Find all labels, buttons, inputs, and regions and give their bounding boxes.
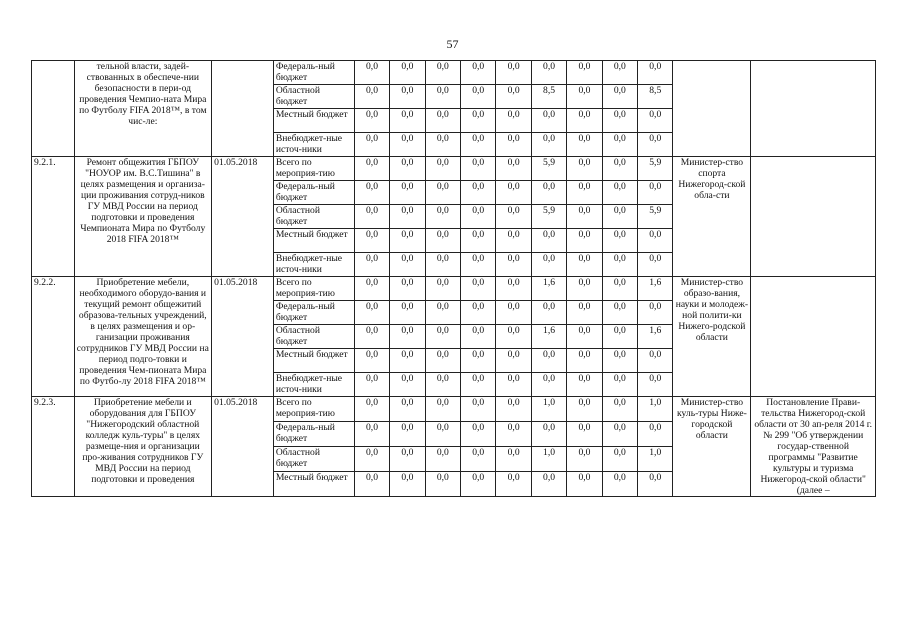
value-cell: 0,0 xyxy=(602,325,637,349)
value-cell: 0,0 xyxy=(425,397,460,422)
value-cell: 0,0 xyxy=(531,133,566,157)
funding-source: Местный бюджет xyxy=(273,109,354,133)
value-cell: 0,0 xyxy=(354,373,389,397)
value-cell: 0,0 xyxy=(461,109,496,133)
value-cell: 0,0 xyxy=(567,325,602,349)
item-date: 01.05.2018 xyxy=(212,157,274,277)
item-number: 9.2.2. xyxy=(32,277,75,397)
value-cell: 0,0 xyxy=(354,181,389,205)
value-cell: 0,0 xyxy=(425,181,460,205)
value-cell: 0,0 xyxy=(602,397,637,422)
funding-source: Областной бюджет xyxy=(273,205,354,229)
value-cell: 0,0 xyxy=(638,181,673,205)
responsible-executor xyxy=(673,61,751,157)
funding-source: Внебюджет-ные источ-ники xyxy=(273,133,354,157)
value-cell: 5,9 xyxy=(531,157,566,181)
value-cell: 0,0 xyxy=(390,325,425,349)
responsible-executor: Министер-ство образо-вания, науки и молодеж-ной полити-ки Нижего-родской области xyxy=(673,277,751,397)
value-cell: 0,0 xyxy=(390,109,425,133)
value-cell: 0,0 xyxy=(461,253,496,277)
item-number: 9.2.3. xyxy=(32,397,75,497)
value-cell: 0,0 xyxy=(461,61,496,85)
item-date: 01.05.2018 xyxy=(212,397,274,497)
value-cell: 0,0 xyxy=(461,397,496,422)
funding-source: Внебюджет-ные источ-ники xyxy=(273,373,354,397)
funding-source: Внебюджет-ные источ-ники xyxy=(273,253,354,277)
value-cell: 0,0 xyxy=(567,157,602,181)
table-row xyxy=(32,277,876,301)
responsible-executor: Министер-ство куль-туры Ниже-городской области xyxy=(673,397,751,497)
value-cell: 5,9 xyxy=(638,157,673,181)
funding-source: Областной бюджет xyxy=(273,325,354,349)
value-cell: 0,0 xyxy=(354,85,389,109)
value-cell: 8,5 xyxy=(638,85,673,109)
value-cell: 0,0 xyxy=(354,325,389,349)
value-cell: 0,0 xyxy=(425,61,460,85)
value-cell: 0,0 xyxy=(390,253,425,277)
value-cell: 0,0 xyxy=(531,472,566,497)
value-cell: 0,0 xyxy=(638,253,673,277)
value-cell: 0,0 xyxy=(638,422,673,447)
item-name: Приобретение мебели, необходимого оборудо-вания и текущий ремонт общежитий образова-тельных учреждений, в целях размещения и ор-ганизации проживания сотрудников ГУ МВД России на период подго-товки и проведения Чем-пионата Мира по Футбо-лу 2018 FIFA 2018™ xyxy=(74,277,212,397)
value-cell: 0,0 xyxy=(496,397,531,422)
value-cell: 0,0 xyxy=(461,85,496,109)
item-name: тельной власти, задей-ствованных в обеспече-нии безопасности в пери-од проведения Чемпио-ната Мира по Футболу FIFA 2018™, в том чис-ле: xyxy=(74,61,212,157)
value-cell: 0,0 xyxy=(461,472,496,497)
funding-source: Местный бюджет xyxy=(273,472,354,497)
value-cell: 0,0 xyxy=(496,133,531,157)
value-cell: 0,0 xyxy=(638,301,673,325)
value-cell: 0,0 xyxy=(461,373,496,397)
value-cell: 0,0 xyxy=(390,181,425,205)
funding-source: Федераль-ный бюджет xyxy=(273,301,354,325)
value-cell: 1,6 xyxy=(638,277,673,301)
responsible-executor: Министер-ство спорта Нижегород-ской обла-сти xyxy=(673,157,751,277)
value-cell: 0,0 xyxy=(461,422,496,447)
value-cell: 0,0 xyxy=(602,205,637,229)
value-cell: 0,0 xyxy=(602,157,637,181)
value-cell: 0,0 xyxy=(567,253,602,277)
value-cell: 1,6 xyxy=(638,325,673,349)
value-cell: 0,0 xyxy=(602,422,637,447)
funding-source: Всего по мероприя-тию xyxy=(273,157,354,181)
table-row xyxy=(32,61,876,85)
value-cell: 1,6 xyxy=(531,277,566,301)
value-cell: 0,0 xyxy=(496,253,531,277)
budget-table xyxy=(31,60,876,497)
value-cell: 0,0 xyxy=(638,349,673,373)
value-cell: 0,0 xyxy=(425,229,460,253)
value-cell: 0,0 xyxy=(567,447,602,472)
value-cell: 0,0 xyxy=(354,133,389,157)
value-cell: 0,0 xyxy=(425,205,460,229)
item-number: 9.2.1. xyxy=(32,157,75,277)
value-cell: 0,0 xyxy=(354,109,389,133)
value-cell: 0,0 xyxy=(496,422,531,447)
value-cell: 0,0 xyxy=(531,109,566,133)
value-cell: 0,0 xyxy=(390,447,425,472)
value-cell: 0,0 xyxy=(496,447,531,472)
value-cell: 0,0 xyxy=(531,301,566,325)
value-cell: 0,0 xyxy=(567,422,602,447)
value-cell: 0,0 xyxy=(567,397,602,422)
value-cell: 0,0 xyxy=(390,205,425,229)
funding-source: Всего по мероприя-тию xyxy=(273,397,354,422)
legal-basis xyxy=(751,157,876,277)
value-cell: 0,0 xyxy=(531,181,566,205)
value-cell: 0,0 xyxy=(567,472,602,497)
value-cell: 0,0 xyxy=(531,229,566,253)
item-name: Приобретение мебели и оборудования для ГБПОУ "Нижегородский областной колледж куль-туры" в целях размеще-ния и организации про-живания сотрудников ГУ МВД России на период подготовки и проведения xyxy=(74,397,212,497)
value-cell: 5,9 xyxy=(638,205,673,229)
value-cell: 0,0 xyxy=(496,157,531,181)
value-cell: 0,0 xyxy=(531,373,566,397)
value-cell: 0,0 xyxy=(461,277,496,301)
value-cell: 0,0 xyxy=(531,422,566,447)
value-cell: 0,0 xyxy=(531,61,566,85)
value-cell: 0,0 xyxy=(425,133,460,157)
value-cell: 0,0 xyxy=(567,349,602,373)
value-cell: 0,0 xyxy=(567,205,602,229)
value-cell: 0,0 xyxy=(425,422,460,447)
value-cell: 0,0 xyxy=(496,349,531,373)
value-cell: 0,0 xyxy=(531,253,566,277)
value-cell: 8,5 xyxy=(531,85,566,109)
value-cell: 0,0 xyxy=(461,157,496,181)
funding-source: Всего по мероприя-тию xyxy=(273,277,354,301)
value-cell: 0,0 xyxy=(638,373,673,397)
value-cell: 0,0 xyxy=(638,229,673,253)
value-cell: 0,0 xyxy=(496,229,531,253)
value-cell: 0,0 xyxy=(354,301,389,325)
value-cell: 0,0 xyxy=(390,397,425,422)
value-cell: 0,0 xyxy=(425,157,460,181)
value-cell: 0,0 xyxy=(390,157,425,181)
value-cell: 0,0 xyxy=(390,472,425,497)
value-cell: 0,0 xyxy=(390,277,425,301)
legal-basis xyxy=(751,277,876,397)
value-cell: 0,0 xyxy=(354,61,389,85)
value-cell: 0,0 xyxy=(425,373,460,397)
value-cell: 1,6 xyxy=(531,325,566,349)
funding-source: Областной бюджет xyxy=(273,85,354,109)
value-cell: 0,0 xyxy=(425,325,460,349)
value-cell: 0,0 xyxy=(567,373,602,397)
value-cell: 0,0 xyxy=(496,325,531,349)
value-cell: 0,0 xyxy=(390,349,425,373)
page-number: 57 xyxy=(446,37,459,51)
value-cell: 0,0 xyxy=(354,205,389,229)
funding-source: Федераль-ный бюджет xyxy=(273,181,354,205)
value-cell: 0,0 xyxy=(602,447,637,472)
value-cell: 0,0 xyxy=(602,85,637,109)
item-date: 01.05.2018 xyxy=(212,277,274,397)
value-cell: 0,0 xyxy=(425,253,460,277)
value-cell: 0,0 xyxy=(602,229,637,253)
value-cell: 0,0 xyxy=(496,205,531,229)
value-cell: 0,0 xyxy=(461,133,496,157)
value-cell: 0,0 xyxy=(461,447,496,472)
value-cell: 0,0 xyxy=(531,349,566,373)
value-cell: 0,0 xyxy=(354,277,389,301)
value-cell: 0,0 xyxy=(567,277,602,301)
table-row xyxy=(32,397,876,422)
value-cell: 5,9 xyxy=(531,205,566,229)
value-cell: 0,0 xyxy=(461,325,496,349)
value-cell: 0,0 xyxy=(496,301,531,325)
value-cell: 0,0 xyxy=(602,253,637,277)
item-number xyxy=(32,61,75,157)
value-cell: 0,0 xyxy=(425,109,460,133)
value-cell: 0,0 xyxy=(638,109,673,133)
value-cell: 0,0 xyxy=(354,447,389,472)
value-cell: 0,0 xyxy=(602,133,637,157)
value-cell: 0,0 xyxy=(567,109,602,133)
legal-basis xyxy=(751,61,876,157)
value-cell: 0,0 xyxy=(602,349,637,373)
value-cell: 0,0 xyxy=(425,447,460,472)
value-cell: 0,0 xyxy=(567,133,602,157)
value-cell: 0,0 xyxy=(496,277,531,301)
value-cell: 0,0 xyxy=(602,277,637,301)
funding-source: Местный бюджет xyxy=(273,349,354,373)
value-cell: 0,0 xyxy=(390,61,425,85)
value-cell: 0,0 xyxy=(354,229,389,253)
value-cell: 0,0 xyxy=(354,253,389,277)
value-cell: 1,0 xyxy=(638,397,673,422)
funding-source: Федераль-ный бюджет xyxy=(273,61,354,85)
legal-basis: Постановление Прави-тельства Нижегород-ской области от 30 ап-реля 2014 г. № 299 "Об утверждении государ-ственной программы "Развитие культуры и туризма Нижегород-ской области" (далее – xyxy=(751,397,876,497)
value-cell: 0,0 xyxy=(496,181,531,205)
value-cell: 0,0 xyxy=(461,301,496,325)
value-cell: 0,0 xyxy=(354,472,389,497)
value-cell: 0,0 xyxy=(567,229,602,253)
value-cell: 0,0 xyxy=(602,61,637,85)
value-cell: 0,0 xyxy=(461,349,496,373)
value-cell: 0,0 xyxy=(602,181,637,205)
value-cell: 0,0 xyxy=(354,157,389,181)
value-cell: 0,0 xyxy=(461,229,496,253)
value-cell: 0,0 xyxy=(567,301,602,325)
value-cell: 0,0 xyxy=(496,472,531,497)
value-cell: 0,0 xyxy=(390,85,425,109)
value-cell: 0,0 xyxy=(390,373,425,397)
value-cell: 0,0 xyxy=(496,373,531,397)
value-cell: 0,0 xyxy=(425,277,460,301)
value-cell: 0,0 xyxy=(461,205,496,229)
table-row xyxy=(32,157,876,181)
value-cell: 0,0 xyxy=(602,472,637,497)
value-cell: 0,0 xyxy=(461,181,496,205)
funding-source: Областной бюджет xyxy=(273,447,354,472)
value-cell: 0,0 xyxy=(567,61,602,85)
value-cell: 0,0 xyxy=(425,301,460,325)
item-name: Ремонт общежития ГБПОУ "НОУОР им. В.С.Тишина" в целях размещения и организа-ции проживания сотруд-ников ГУ МВД России на период подготовки и проведения Чемпионата Мира по Футболу 2018 FIFA 2018™ xyxy=(74,157,212,277)
value-cell: 0,0 xyxy=(390,229,425,253)
value-cell: 0,0 xyxy=(567,85,602,109)
value-cell: 1,0 xyxy=(531,397,566,422)
value-cell: 0,0 xyxy=(638,61,673,85)
funding-source: Местный бюджет xyxy=(273,229,354,253)
value-cell: 0,0 xyxy=(496,85,531,109)
item-date xyxy=(212,61,274,157)
value-cell: 0,0 xyxy=(354,349,389,373)
value-cell: 0,0 xyxy=(425,349,460,373)
value-cell: 0,0 xyxy=(390,422,425,447)
value-cell: 1,0 xyxy=(531,447,566,472)
value-cell: 0,0 xyxy=(602,373,637,397)
funding-source: Федераль-ный бюджет xyxy=(273,422,354,447)
value-cell: 0,0 xyxy=(496,109,531,133)
value-cell: 0,0 xyxy=(602,109,637,133)
value-cell: 0,0 xyxy=(354,422,389,447)
value-cell: 0,0 xyxy=(390,301,425,325)
value-cell: 0,0 xyxy=(425,85,460,109)
value-cell: 0,0 xyxy=(638,133,673,157)
value-cell: 1,0 xyxy=(638,447,673,472)
value-cell: 0,0 xyxy=(390,133,425,157)
value-cell: 0,0 xyxy=(602,301,637,325)
value-cell: 0,0 xyxy=(425,472,460,497)
value-cell: 0,0 xyxy=(496,61,531,85)
value-cell: 0,0 xyxy=(354,397,389,422)
value-cell: 0,0 xyxy=(567,181,602,205)
value-cell: 0,0 xyxy=(638,472,673,497)
